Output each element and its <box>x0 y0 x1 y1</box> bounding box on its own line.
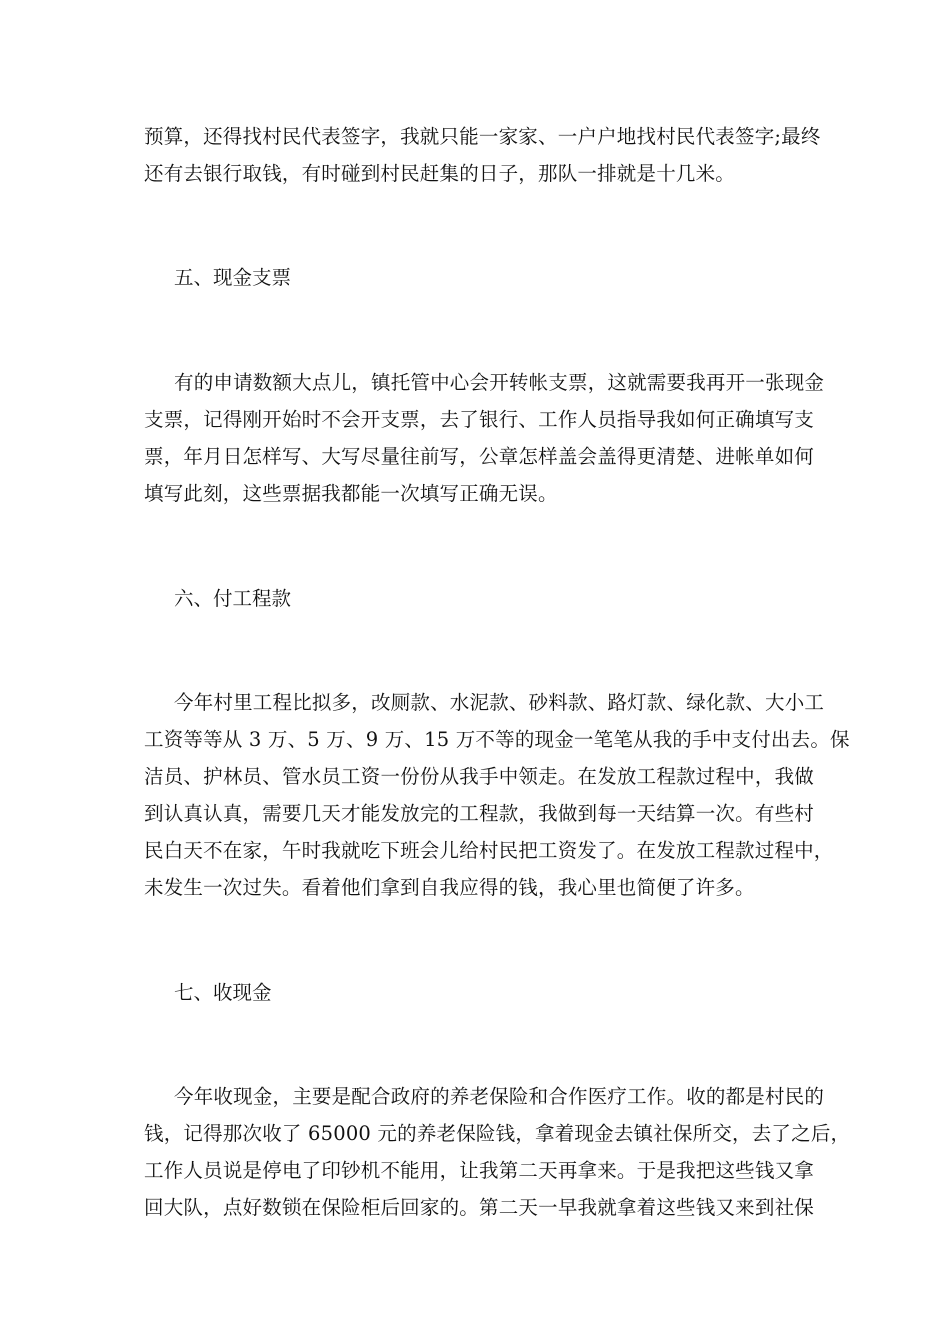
paragraph-line: 票，年月日怎样写、大写尽量往前写，公章怎样盖会盖得更清楚、进帐单如何 <box>144 445 814 468</box>
paragraph-line: 回大队，点好数锁在保险柜后回家的。第二天一早我就拿着这些钱又来到社保 <box>144 1196 814 1219</box>
paragraph-line: 民白天不在家，午时我就吃下班会儿给村民把工资发了。在发放工程款过程中， <box>144 839 834 862</box>
paragraph-line: 还有去银行取钱，有时碰到村民赶集的日子，那队一排就是十几米。 <box>144 162 736 185</box>
paragraph-line: 钱，记得那次收了 65000 元的养老保险钱，拿着现金去镇社保所交，去了之后， <box>144 1122 851 1145</box>
paragraph-line: 有的申请数额大点儿，镇托管中心会开转帐支票，这就需要我再开一张现金 <box>174 371 825 394</box>
paragraph-line: 预算，还得找村民代表签字，我就只能一家家、一户户地找村民代表签字;最终 <box>144 125 821 148</box>
paragraph-line: 填写此刻，这些票据我都能一次填写正确无误。 <box>144 482 558 505</box>
paragraph-line: 工资等等从 3 万、5 万、9 万、15 万不等的现金一笔笔从我的手中支付出去。保 <box>144 728 850 751</box>
section-heading-6: 六、付工程款 <box>174 587 292 610</box>
section-heading-5: 五、现金支票 <box>174 266 292 289</box>
paragraph-line: 今年村里工程比拟多，改厕款、水泥款、砂料款、路灯款、绿化款、大小工 <box>174 691 825 714</box>
section-heading-7: 七、收现金 <box>174 981 272 1004</box>
paragraph-line: 支票，记得刚开始时不会开支票，去了银行、工作人员指导我如何正确填写支 <box>144 408 814 431</box>
paragraph-line: 洁员、护林员、管水员工资一份份从我手中领走。在发放工程款过程中，我做 <box>144 765 814 788</box>
paragraph-line: 今年收现金，主要是配合政府的养老保险和合作医疗工作。收的都是村民的 <box>174 1085 825 1108</box>
paragraph-line: 未发生一次过失。看着他们拿到自我应得的钱，我心里也简便了许多。 <box>144 876 755 899</box>
paragraph-line: 工作人员说是停电了印钞机不能用，让我第二天再拿来。于是我把这些钱又拿 <box>144 1159 814 1182</box>
paragraph-line: 到认真认真，需要几天才能发放完的工程款，我做到每一天结算一次。有些村 <box>144 802 814 825</box>
